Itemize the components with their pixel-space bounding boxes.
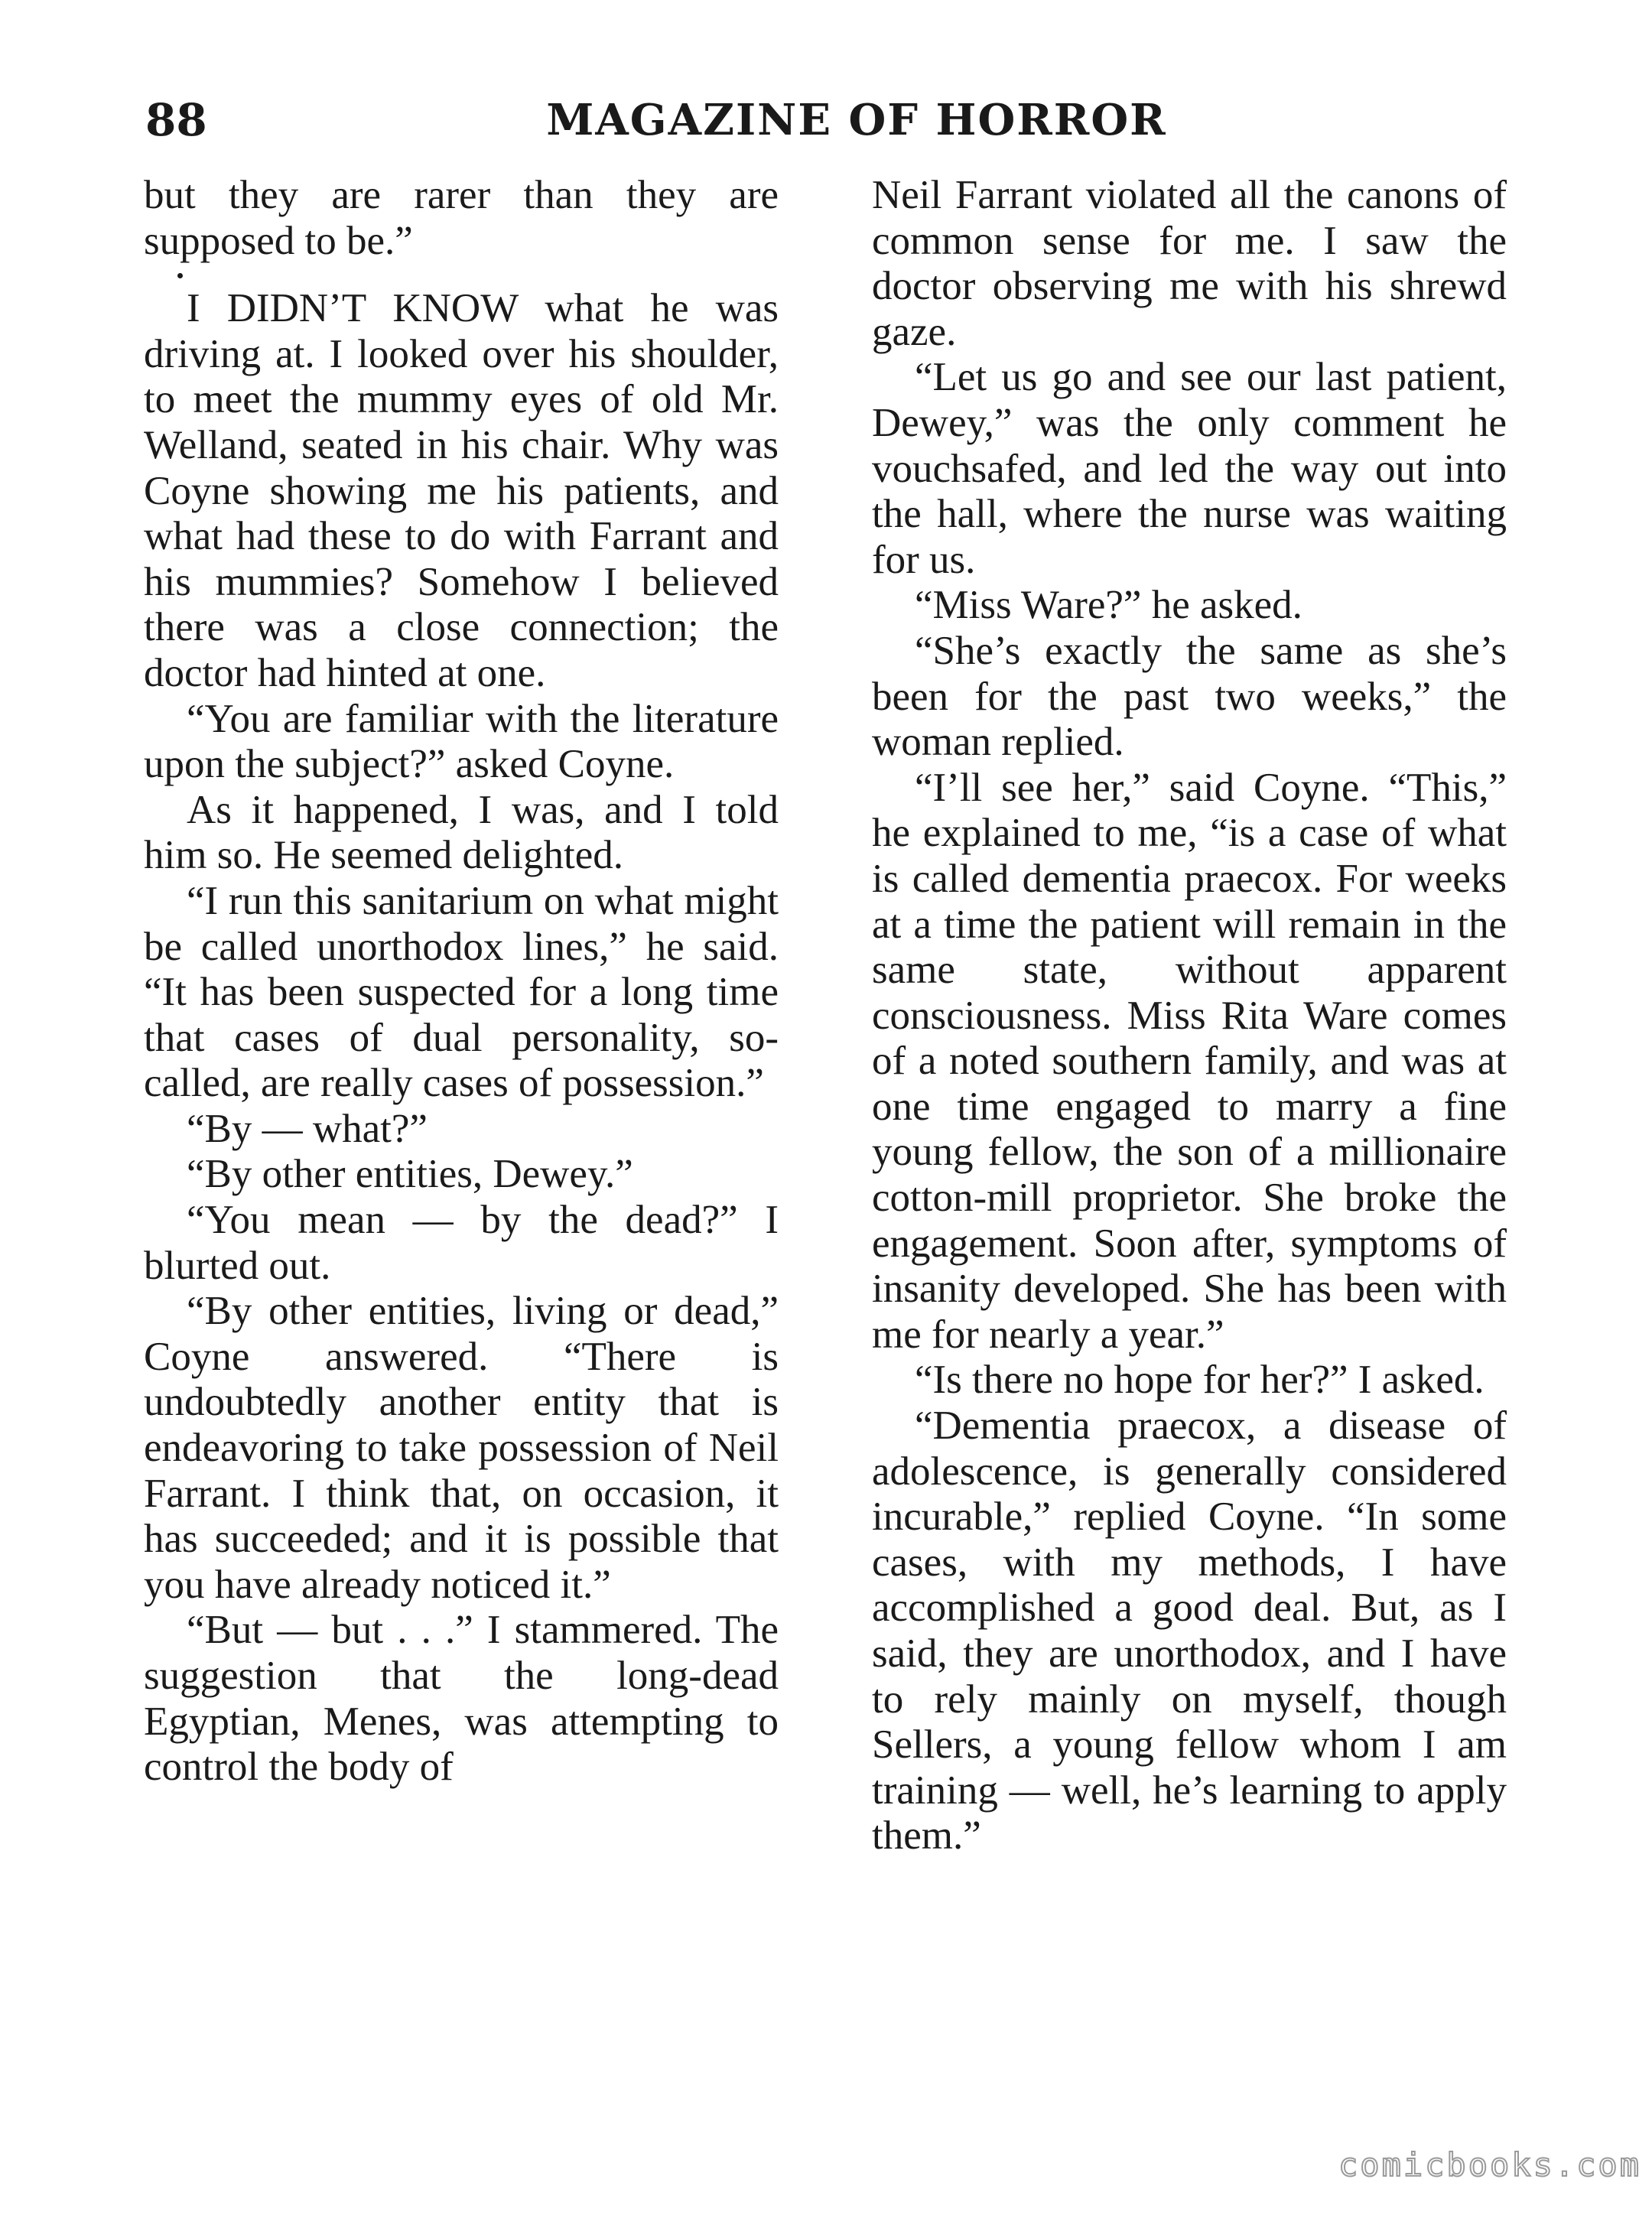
paragraph: “Dementia praecox, a disease of adolescence, is generally considered incurable,” replied Coyne. “In some cases, with my methods, I have accomplished a good deal. But, as I said, they are unorthodox, and I have to rely mainly on myself, though Sellers, a young fellow whom I am training — well, he’s learning to apply them.” bbox=[872, 1403, 1507, 1859]
paragraph: “By other entities, living or dead,” Coyne answered. “There is undoubtedly another entity that is endeavoring to take possession of Neil Farrant. I think that, on occasion, it has succeeded; and it is possible that you have already noticed it.” bbox=[144, 1289, 779, 1607]
paragraph: “Is there no hope for her?” I asked. bbox=[915, 1358, 1485, 1403]
paragraph: “By — what?” bbox=[187, 1106, 428, 1151]
paragraph: “By other entities, Dewey.” bbox=[187, 1152, 633, 1197]
paragraph: “Miss Ware?” he asked. bbox=[915, 583, 1302, 628]
paragraph: “Let us go and see our last patient, Dewey,” was the only comment he vouchsafed, and led the way out into the hall, where the nurse was waiting for us. bbox=[872, 355, 1507, 582]
watermark-logo: comicbooks.com bbox=[1338, 2146, 1642, 2184]
paragraph: “I’ll see her,” said Coyne. “This,” he explained to me, “is a case of what is called dementia praecox. For weeks at a time the patient will remain in the same state, without apparent consciousness. Miss Rita Ware comes of a noted southern family, and was at one time engaged to marry a fine young fellow, the son of a millionaire cotton-mill proprietor. She broke the engagement. Soon after, symptoms of insanity developed. She has been with me for nearly a year.” bbox=[872, 765, 1507, 1357]
left-column bbox=[144, 173, 779, 2100]
right-column bbox=[872, 173, 1507, 2100]
paragraph: I DIDN’T KNOW what he was driving at. I looked over his shoulder, to meet the mummy eyes of old Mr. Welland, seated in his chair. Why was Coyne showing me his patients, and what had these to do with Farrant and his mummies? Somehow I believed there was a close connection; the doctor had hinted at one. bbox=[144, 286, 779, 695]
page-number: 88 bbox=[145, 94, 207, 146]
paragraph: “But — but . . .” I stammered. The suggestion that the long-dead Egyptian, Menes, was attempting to control the body of bbox=[144, 1608, 779, 1790]
paragraph: “I run this sanitarium on what might be called unorthodox lines,” he said. “It has been suspected for a long time that cases of dual personality, so-called, are really cases of possession.” bbox=[144, 878, 779, 1106]
running-title: MAGAZINE OF HORROR bbox=[546, 95, 1167, 145]
paragraph: “She’s exactly the same as she’s been for the past two weeks,” the woman replied. bbox=[872, 628, 1507, 765]
section-break-dot bbox=[144, 264, 779, 286]
page-header bbox=[145, 86, 1522, 154]
paragraph: but they are rarer than they are supposed to be.” bbox=[144, 173, 779, 263]
paragraph: Neil Farrant violated all the canons of common sense for me. I saw the doctor observing me with his shrewd gaze. bbox=[872, 173, 1507, 354]
paragraph: As it happened, I was, and I told him so. He seemed delighted. bbox=[144, 787, 779, 878]
paragraph: “You mean — by the dead?” I blurted out. bbox=[144, 1198, 779, 1288]
paragraph: “You are familiar with the literature upon the subject?” asked Coyne. bbox=[144, 696, 779, 787]
